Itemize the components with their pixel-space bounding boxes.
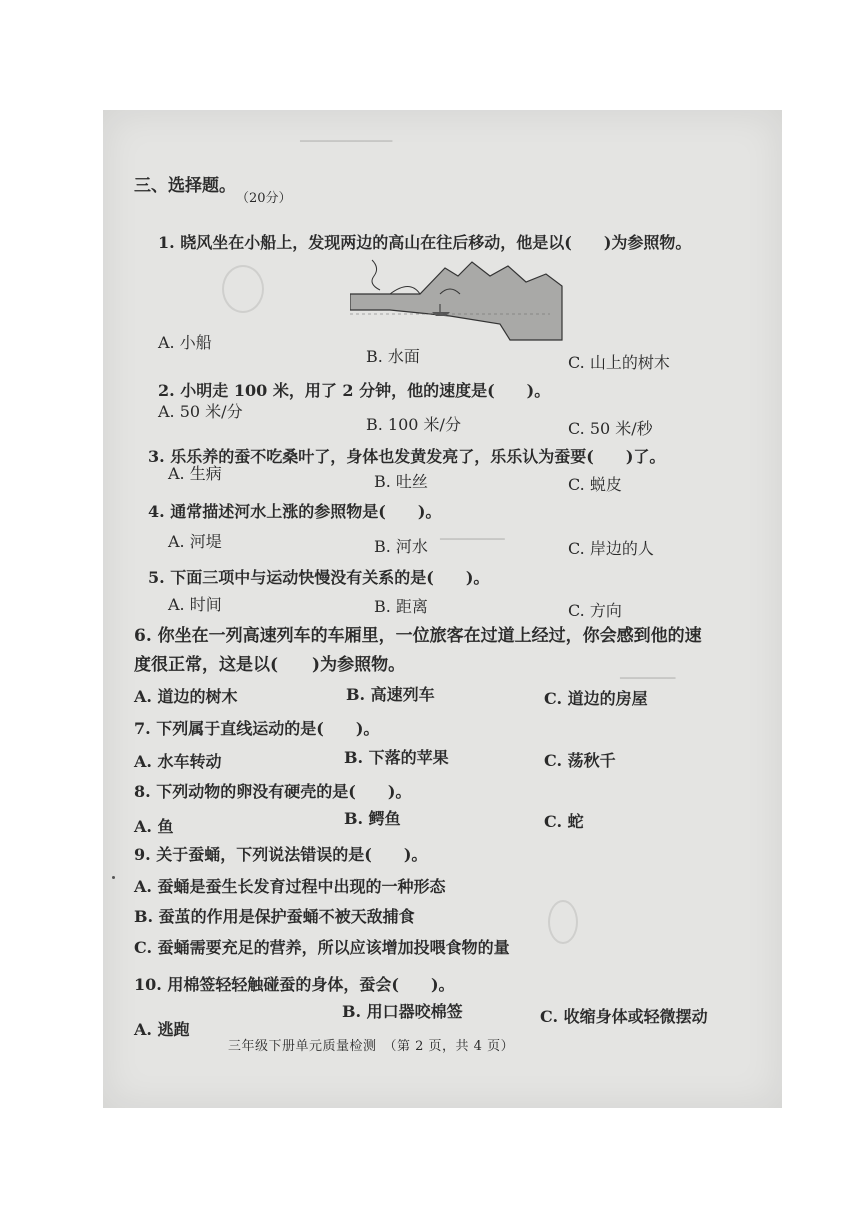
page-footer: 三年级下册单元质量检测 （第 2 页，共 4 页） <box>228 1039 515 1054</box>
question-8-option-c[interactable]: C. 蛇 <box>544 812 584 831</box>
question-8-stem: 8. 下列动物的卵没有硬壳的是( )。 <box>134 782 412 801</box>
question-10-option-b[interactable]: B. 用口器咬棉签 <box>342 1002 463 1021</box>
section-score: （20分） <box>236 191 292 206</box>
question-5-option-a[interactable]: A. 时间 <box>168 595 222 614</box>
question-10-option-c[interactable]: C. 收缩身体或轻微摆动 <box>540 1007 708 1026</box>
question-6-option-a[interactable]: A. 道边的树木 <box>134 687 238 706</box>
question-5-option-c[interactable]: C. 方向 <box>568 601 622 620</box>
question-4-option-c[interactable]: C. 岸边的人 <box>568 539 654 558</box>
question-9-stem: 9. 关于蚕蛹，下列说法错误的是( )。 <box>134 845 428 864</box>
question-2-option-a[interactable]: A. 50 米/分 <box>158 402 243 421</box>
question-4-option-b[interactable]: B. 河水 <box>374 537 428 556</box>
section-title: 三、选择题。 <box>134 176 236 196</box>
bleed-through-circle <box>222 265 264 313</box>
question-2-option-b[interactable]: B. 100 米/分 <box>366 415 461 434</box>
bleed-through-mark: ▁▁▁▁▁▁▁ <box>440 526 505 540</box>
question-9-option-c[interactable]: C. 蚕蛹需要充足的营养，所以应该增加投喂食物的量 <box>134 938 510 957</box>
question-6-option-b[interactable]: B. 高速列车 <box>346 685 435 704</box>
question-5-option-b[interactable]: B. 距离 <box>374 597 428 616</box>
question-4-option-a[interactable]: A. 河堤 <box>168 532 222 551</box>
mountain-river-illustration <box>350 254 564 344</box>
question-7-option-b[interactable]: B. 下落的苹果 <box>344 748 449 767</box>
question-10-stem: 10. 用棉签轻轻触碰蚕的身体，蚕会( )。 <box>134 975 455 994</box>
question-7-stem: 7. 下列属于直线运动的是( )。 <box>134 719 380 738</box>
question-6-stem-line-1: 6. 你坐在一列高速列车的车厢里，一位旅客在过道上经过，你会感到他的速 <box>134 626 702 646</box>
question-4-stem: 4. 通常描述河水上涨的参照物是( )。 <box>148 502 442 521</box>
question-5-stem: 5. 下面三项中与运动快慢没有关系的是( )。 <box>148 568 490 587</box>
question-9-option-b[interactable]: B. 蚕茧的作用是保护蚕蛹不被天敌捕食 <box>134 907 415 926</box>
question-1-option-b[interactable]: B. 水面 <box>366 347 420 366</box>
bleed-through-circle <box>548 900 578 944</box>
question-3-stem: 3. 乐乐养的蚕不吃桑叶了，身体也发黄发亮了，乐乐认为蚕要( )了。 <box>148 447 666 466</box>
question-3-option-a[interactable]: A. 生病 <box>168 464 222 483</box>
bleed-through-mark: ▁▁▁▁▁▁▁▁▁▁ <box>300 128 393 142</box>
question-1-option-a[interactable]: A. 小船 <box>158 333 212 352</box>
question-3-option-b[interactable]: B. 吐丝 <box>374 472 428 491</box>
question-8-option-b[interactable]: B. 鳄鱼 <box>344 809 401 828</box>
question-6-stem-line-2: 度很正常，这是以( )为参照物。 <box>134 655 406 675</box>
question-10-option-a[interactable]: A. 逃跑 <box>134 1020 190 1039</box>
question-2-option-c[interactable]: C. 50 米/秒 <box>568 419 653 438</box>
bleed-through-mark: ▁▁▁▁▁▁ <box>620 665 676 679</box>
question-7-option-a[interactable]: A. 水车转动 <box>134 752 222 771</box>
question-7-option-c[interactable]: C. 荡秋千 <box>544 751 616 770</box>
question-3-option-c[interactable]: C. 蜕皮 <box>568 475 622 494</box>
question-6-option-c[interactable]: C. 道边的房屋 <box>544 689 648 708</box>
stray-dot <box>112 876 115 879</box>
question-1-stem: 1. 晓风坐在小船上，发现两边的高山在往后移动，他是以( )为参照物。 <box>158 233 692 252</box>
question-8-option-a[interactable]: A. 鱼 <box>134 817 174 836</box>
question-1-option-c[interactable]: C. 山上的树木 <box>568 353 670 372</box>
question-9-option-a[interactable]: A. 蚕蛹是蚕生长发育过程中出现的一种形态 <box>134 877 446 896</box>
question-2-stem: 2. 小明走 100 米，用了 2 分钟，他的速度是( )。 <box>158 381 551 400</box>
